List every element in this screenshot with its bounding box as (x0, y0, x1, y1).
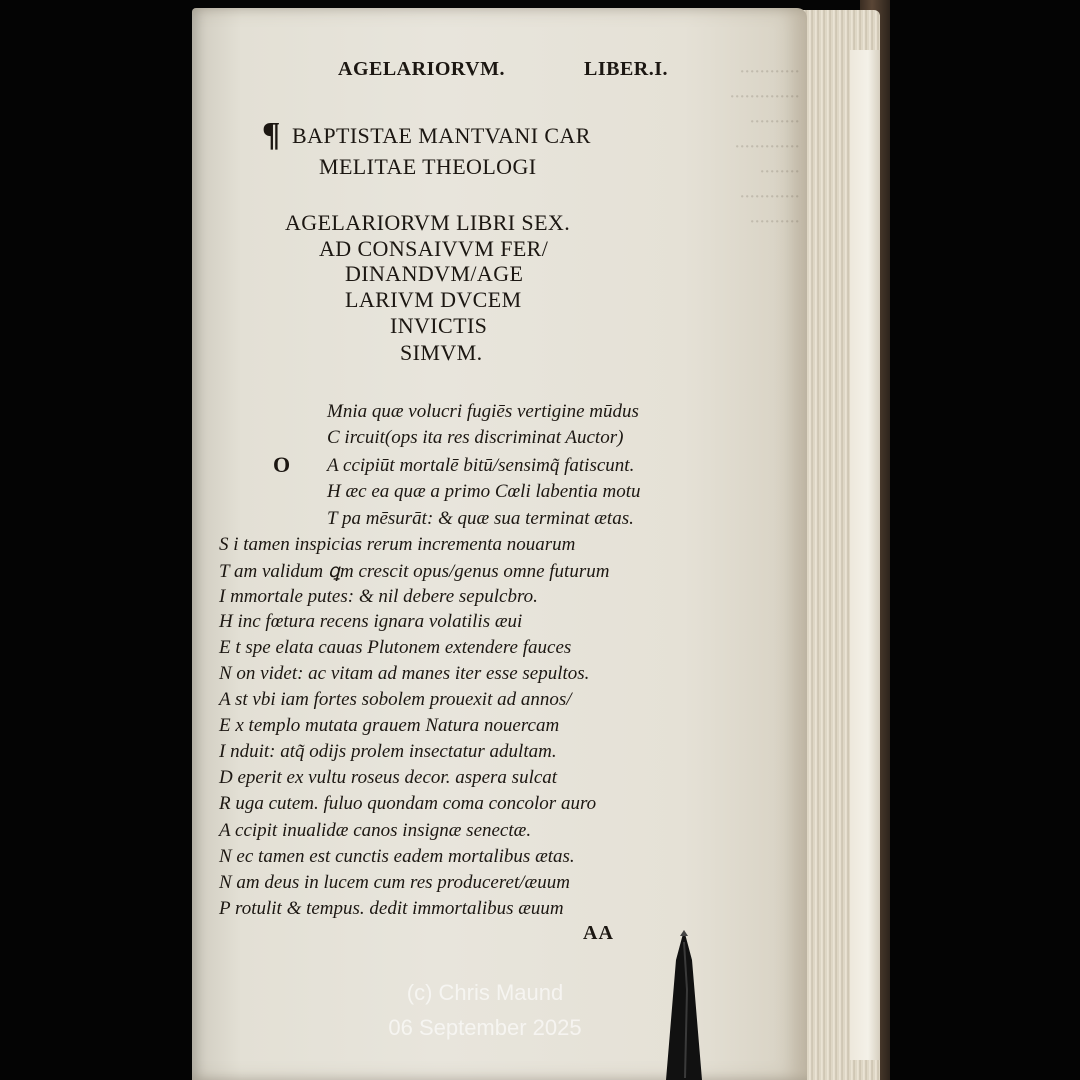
pilcrow-mark: ¶ (262, 116, 281, 153)
verse-line: Mnia quæ volucri fugiēs vertigine mūdus (327, 401, 639, 422)
verse-line: H æc ea quæ a primo Cœli labentia motu (327, 481, 641, 502)
verse-line: H inc fœtura recens ignara volatilis æui (219, 611, 523, 632)
verse-line: A ccipit inualidæ canos insignæ senectæ. (219, 820, 532, 841)
right-black-border (890, 0, 1080, 1080)
verse-line: I mmortale putes: & nil debere sepulcbro. (219, 586, 538, 607)
verse-line: R uga cutem. fuluo quondam coma concolor auro (219, 793, 597, 814)
verse-line: T pa mēsurāt: & quæ sua terminat ætas. (327, 508, 634, 529)
verse-line: E t spe elata cauas Plutonem extendere fauces (219, 637, 572, 658)
verse-line: A ccipiūt mortalē bitū/sensimq̃ fatiscunt. (327, 455, 635, 476)
show-through-text: ············ ·············· ·········· ············· ········ ············ ·········· (730, 61, 800, 233)
title-line-6: LARIVM DVCEM (345, 287, 522, 312)
verse-line: E x templo mutata grauem Natura nouercam (219, 715, 560, 736)
verse-line: N on videt: ac vitam ad manes iter esse sepultos. (219, 663, 590, 684)
initial-letter: O (273, 452, 291, 477)
title-line-5: DINANDVM/AGE (345, 261, 524, 286)
title-line-4: AD CONSAIVVM FER/ (319, 236, 549, 261)
title-line-3: AGELARIORVM LIBRI SEX. (285, 210, 571, 235)
watermark-copyright: (c) Chris Maund (406, 980, 564, 1005)
page-edge-strip (850, 50, 880, 1060)
signature-mark: AA (583, 922, 614, 944)
verse-line: S i tamen inspicias rerum incrementa nouarum (219, 534, 576, 555)
watermark-date: 06 September 2025 (388, 1015, 582, 1040)
running-head-left: AGELARIORVM. (338, 58, 505, 80)
verse-line: T am validum ꝗm crescit opus/genus omne futurum (219, 561, 610, 582)
title-line-1: BAPTISTAE MANTVANI CAR (292, 123, 591, 148)
verse-line: I nduit: atq̃ odijs prolem insectatur adultam. (219, 741, 557, 762)
running-head-right: LIBER.I. (584, 58, 669, 80)
verse-line: D eperit ex vultu roseus decor. aspera sulcat (219, 767, 558, 788)
left-black-border (0, 0, 190, 1080)
verse-line: P rotulit & tempus. dedit immortalibus æuum (219, 898, 564, 919)
title-line-7: INVICTIS (390, 313, 488, 338)
verse-line: C ircuit(ops ita res discriminat Auctor) (327, 427, 624, 448)
verse-line: N ec tamen est cunctis eadem mortalibus ætas. (219, 846, 575, 867)
title-line-2: MELITAE THEOLOGI (319, 154, 537, 179)
verse-line: A st vbi iam fortes sobolem prouexit ad annos/ (219, 689, 572, 710)
verse-line: N am deus in lucem cum res produceret/æuum (219, 872, 570, 893)
title-line-8: SIMVM. (400, 340, 483, 365)
